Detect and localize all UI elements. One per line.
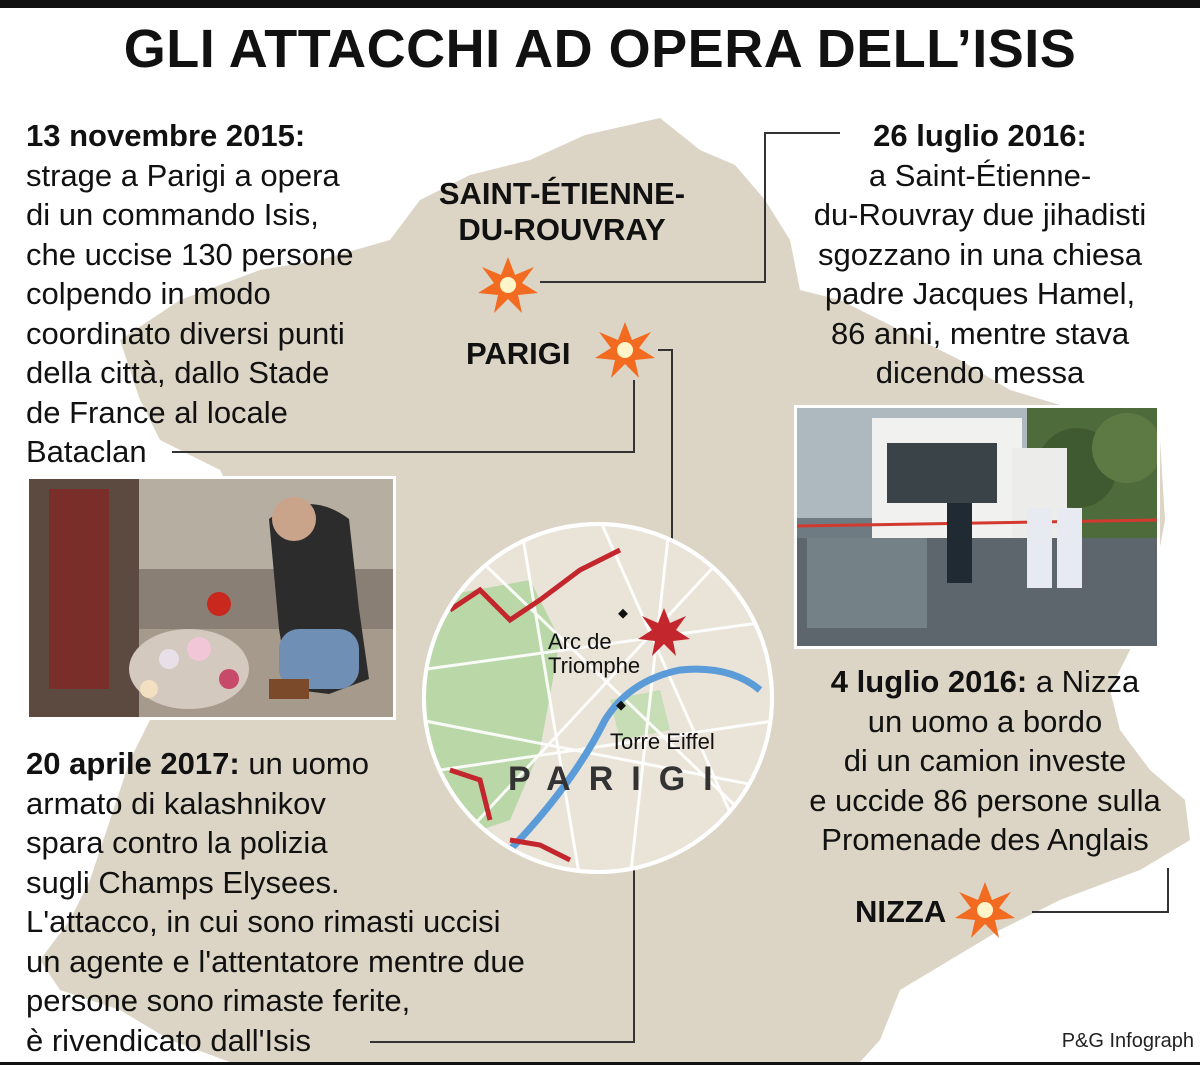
city-label-nizza: NIZZA xyxy=(855,894,947,929)
event-champs-line: sugli Champs Elysees. xyxy=(26,864,340,900)
event-paris-date: 13 novembre 2015: xyxy=(26,118,306,153)
event-champs-line: spara contro la polizia xyxy=(26,825,328,860)
event-rouvray-line: du-Rouvray due jihadisti xyxy=(813,197,1147,232)
event-champs-date: 20 aprile 2017: xyxy=(26,746,240,781)
event-champs-date-rest: un uomo xyxy=(239,746,369,781)
event-paris-line: coordinato diversi punti xyxy=(26,315,345,351)
event-nizza-line: di un camion investe xyxy=(843,743,1127,778)
memorial-photo-image xyxy=(29,479,393,717)
city-label-rouvray xyxy=(422,176,702,248)
inset-label-eiffel: Torre Eiffel xyxy=(610,729,715,754)
event-paris-line: della città, dallo Stade xyxy=(26,355,330,390)
event-paris xyxy=(26,116,446,472)
bottom-rule xyxy=(0,1062,1200,1065)
city-label-parigi: PARIGI xyxy=(466,336,571,371)
inset-label-arc-line1: Arc de xyxy=(548,629,612,654)
event-paris-line: colpendo in modo xyxy=(26,276,271,311)
paris-inset-map xyxy=(420,520,780,880)
top-rule xyxy=(0,0,1200,8)
event-paris-line: Bataclan xyxy=(26,434,147,469)
event-paris-line: che uccise 130 persone xyxy=(26,236,354,272)
event-rouvray-line: sgozzano in una chiesa xyxy=(817,236,1142,272)
event-champs-line: L'attacco, in cui sono rimasti uccisi xyxy=(26,904,501,939)
credit: P&G Infograph xyxy=(1061,1030,1194,1052)
event-rouvray-line: 86 anni, mentre stava xyxy=(830,315,1130,351)
photo-memorial xyxy=(26,476,396,720)
event-champs-line: armato di kalashnikov xyxy=(26,785,326,821)
event-rouvray-line: dicendo messa xyxy=(875,355,1085,390)
event-paris-line: de France al locale xyxy=(26,394,288,430)
event-rouvray-line: a Saint-Étienne- xyxy=(868,157,1092,193)
event-rouvray-line: padre Jacques Hamel, xyxy=(824,276,1136,311)
event-nizza-date: 4 luglio 2016: xyxy=(830,664,1028,699)
event-paris-line: strage a Parigi a opera xyxy=(26,157,340,193)
event-nizza xyxy=(770,662,1200,860)
page-title: GLI ATTACCHI AD OPERA DELL’ISIS xyxy=(123,19,1077,79)
inset-label-parigi: PARIGI xyxy=(508,760,731,798)
event-champs-line: persone sono rimaste ferite, xyxy=(26,983,411,1018)
inset-label-arc xyxy=(548,630,640,678)
inset-label-arc-line2: Triomphe xyxy=(548,653,641,678)
event-paris-line: di un commando Isis, xyxy=(26,197,319,232)
event-nizza-line: Promenade des Anglais xyxy=(821,822,1149,857)
event-nizza-date-rest: a Nizza xyxy=(1027,664,1140,699)
city-label-rouvray-line1: SAINT-ÉTIENNE- xyxy=(438,176,686,211)
event-champs-line: un agente e l'attentatore mentre due xyxy=(26,943,525,979)
city-label-rouvray-line2: DU-ROUVRAY xyxy=(458,212,666,247)
event-rouvray-date: 26 luglio 2016: xyxy=(873,118,1087,153)
photo-truck xyxy=(794,405,1160,649)
event-nizza-line: un uomo a bordo xyxy=(867,703,1103,739)
event-rouvray xyxy=(770,116,1190,393)
truck-photo-image xyxy=(797,408,1157,646)
event-champs-line: è rivendicato dall'Isis xyxy=(26,1022,312,1058)
event-nizza-line: e uccide 86 persone sulla xyxy=(809,782,1161,818)
